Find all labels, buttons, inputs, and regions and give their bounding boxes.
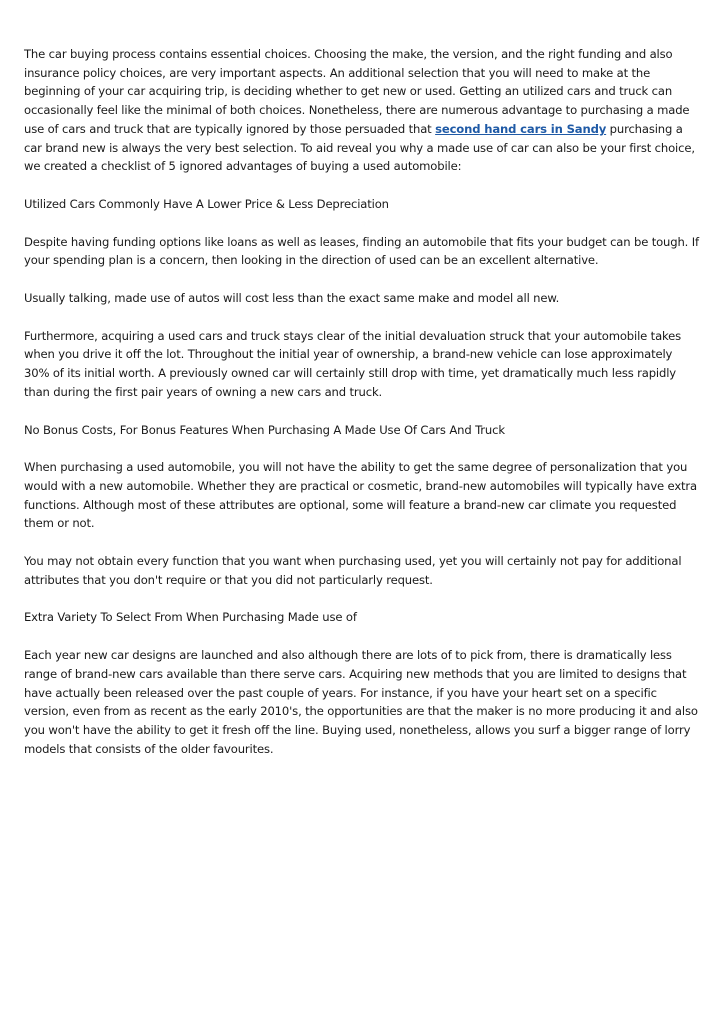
document-body xyxy=(24,45,700,777)
paragraph-range-of-models: Each year new car designs are launched and also although there are lots of to pick from, there is dramatically less range of brand-new cars available than there serve cars. Acquiring new methods that you are limited to designs that have actually been released over the past couple of years. For instance, if you have your heart set on a specific version, even from as recent as the early 2010's, the opportunities are that the maker is no more producing it and also you won't have the ability to get it fresh off the line. Buying used, nonetheless, allows you surf a bigger range of lorry models that consists of the older favourites. xyxy=(24,648,698,756)
section-heading-lower-price: Utilized Cars Commonly Have A Lower Price & Less Depreciation xyxy=(24,196,389,211)
section-heading-no-bonus-costs: No Bonus Costs, For Bonus Features When Purchasing A Made Use Of Cars And Truck xyxy=(24,422,505,437)
paragraph-devaluation: Furthermore, acquiring a used cars and truck stays clear of the initial devaluation struck that your automobile takes when you drive it off the lot. Throughout the initial year of ownership, a brand-new vehicle can lose approximately 30% of its initial worth. A previously owned car will certainly still drop with time, yet dramatically much less rapidly than during the first pair years of owning a new cars and truck. xyxy=(24,328,682,399)
paragraph-budget: Despite having funding options like loans as well as leases, finding an automobile that fits your budget can be tough. If your spending plan is a concern, then looking in the direction of used can be an excellent alternative. xyxy=(24,234,699,268)
paragraph-personalization: When purchasing a used automobile, you will not have the ability to get the same degree of personalization that you would with a new automobile. Whether they are practical or cosmetic, brand-new automobiles will typically have extra functions. Although most of these attributes are optional, some will feature a brand-new car climate you requested them or not. xyxy=(24,460,698,531)
second-hand-cars-link[interactable]: second hand cars in Sandy xyxy=(435,121,607,136)
section-heading-extra-variety: Extra Variety To Select From When Purchasing Made use of xyxy=(24,610,357,625)
paragraph-cost-less: Usually talking, made use of autos will cost less than the exact same make and model all new. xyxy=(24,291,560,306)
intro-text-before-link: The car buying process contains essential choices. Choosing the make, the version, and the right funding and also insurance policy choices, are very important aspects. An additional selection that you will need to make at the beginning of your car acquiring trip, is deciding whether to get new or used. Getting an utilized cars and truck can occasionally feel like the minimal of both choices. Nonetheless, there are numerous advantage to purchasing a made use of cars and truck that are typically ignored by those persuaded that xyxy=(24,47,690,136)
intro-text-after-link: purchasing a car brand new is always the very best selection. To aid reveal you why a made use of car can also be your first choice, we created a checklist of 5 ignored advantages of buying a used automobile: xyxy=(24,121,695,174)
paragraph-attributes: You may not obtain every function that you want when purchasing used, yet you will certainly not pay for additional attributes that you don't require or that you did not particularly request. xyxy=(24,554,682,587)
intro-paragraph xyxy=(24,45,700,176)
